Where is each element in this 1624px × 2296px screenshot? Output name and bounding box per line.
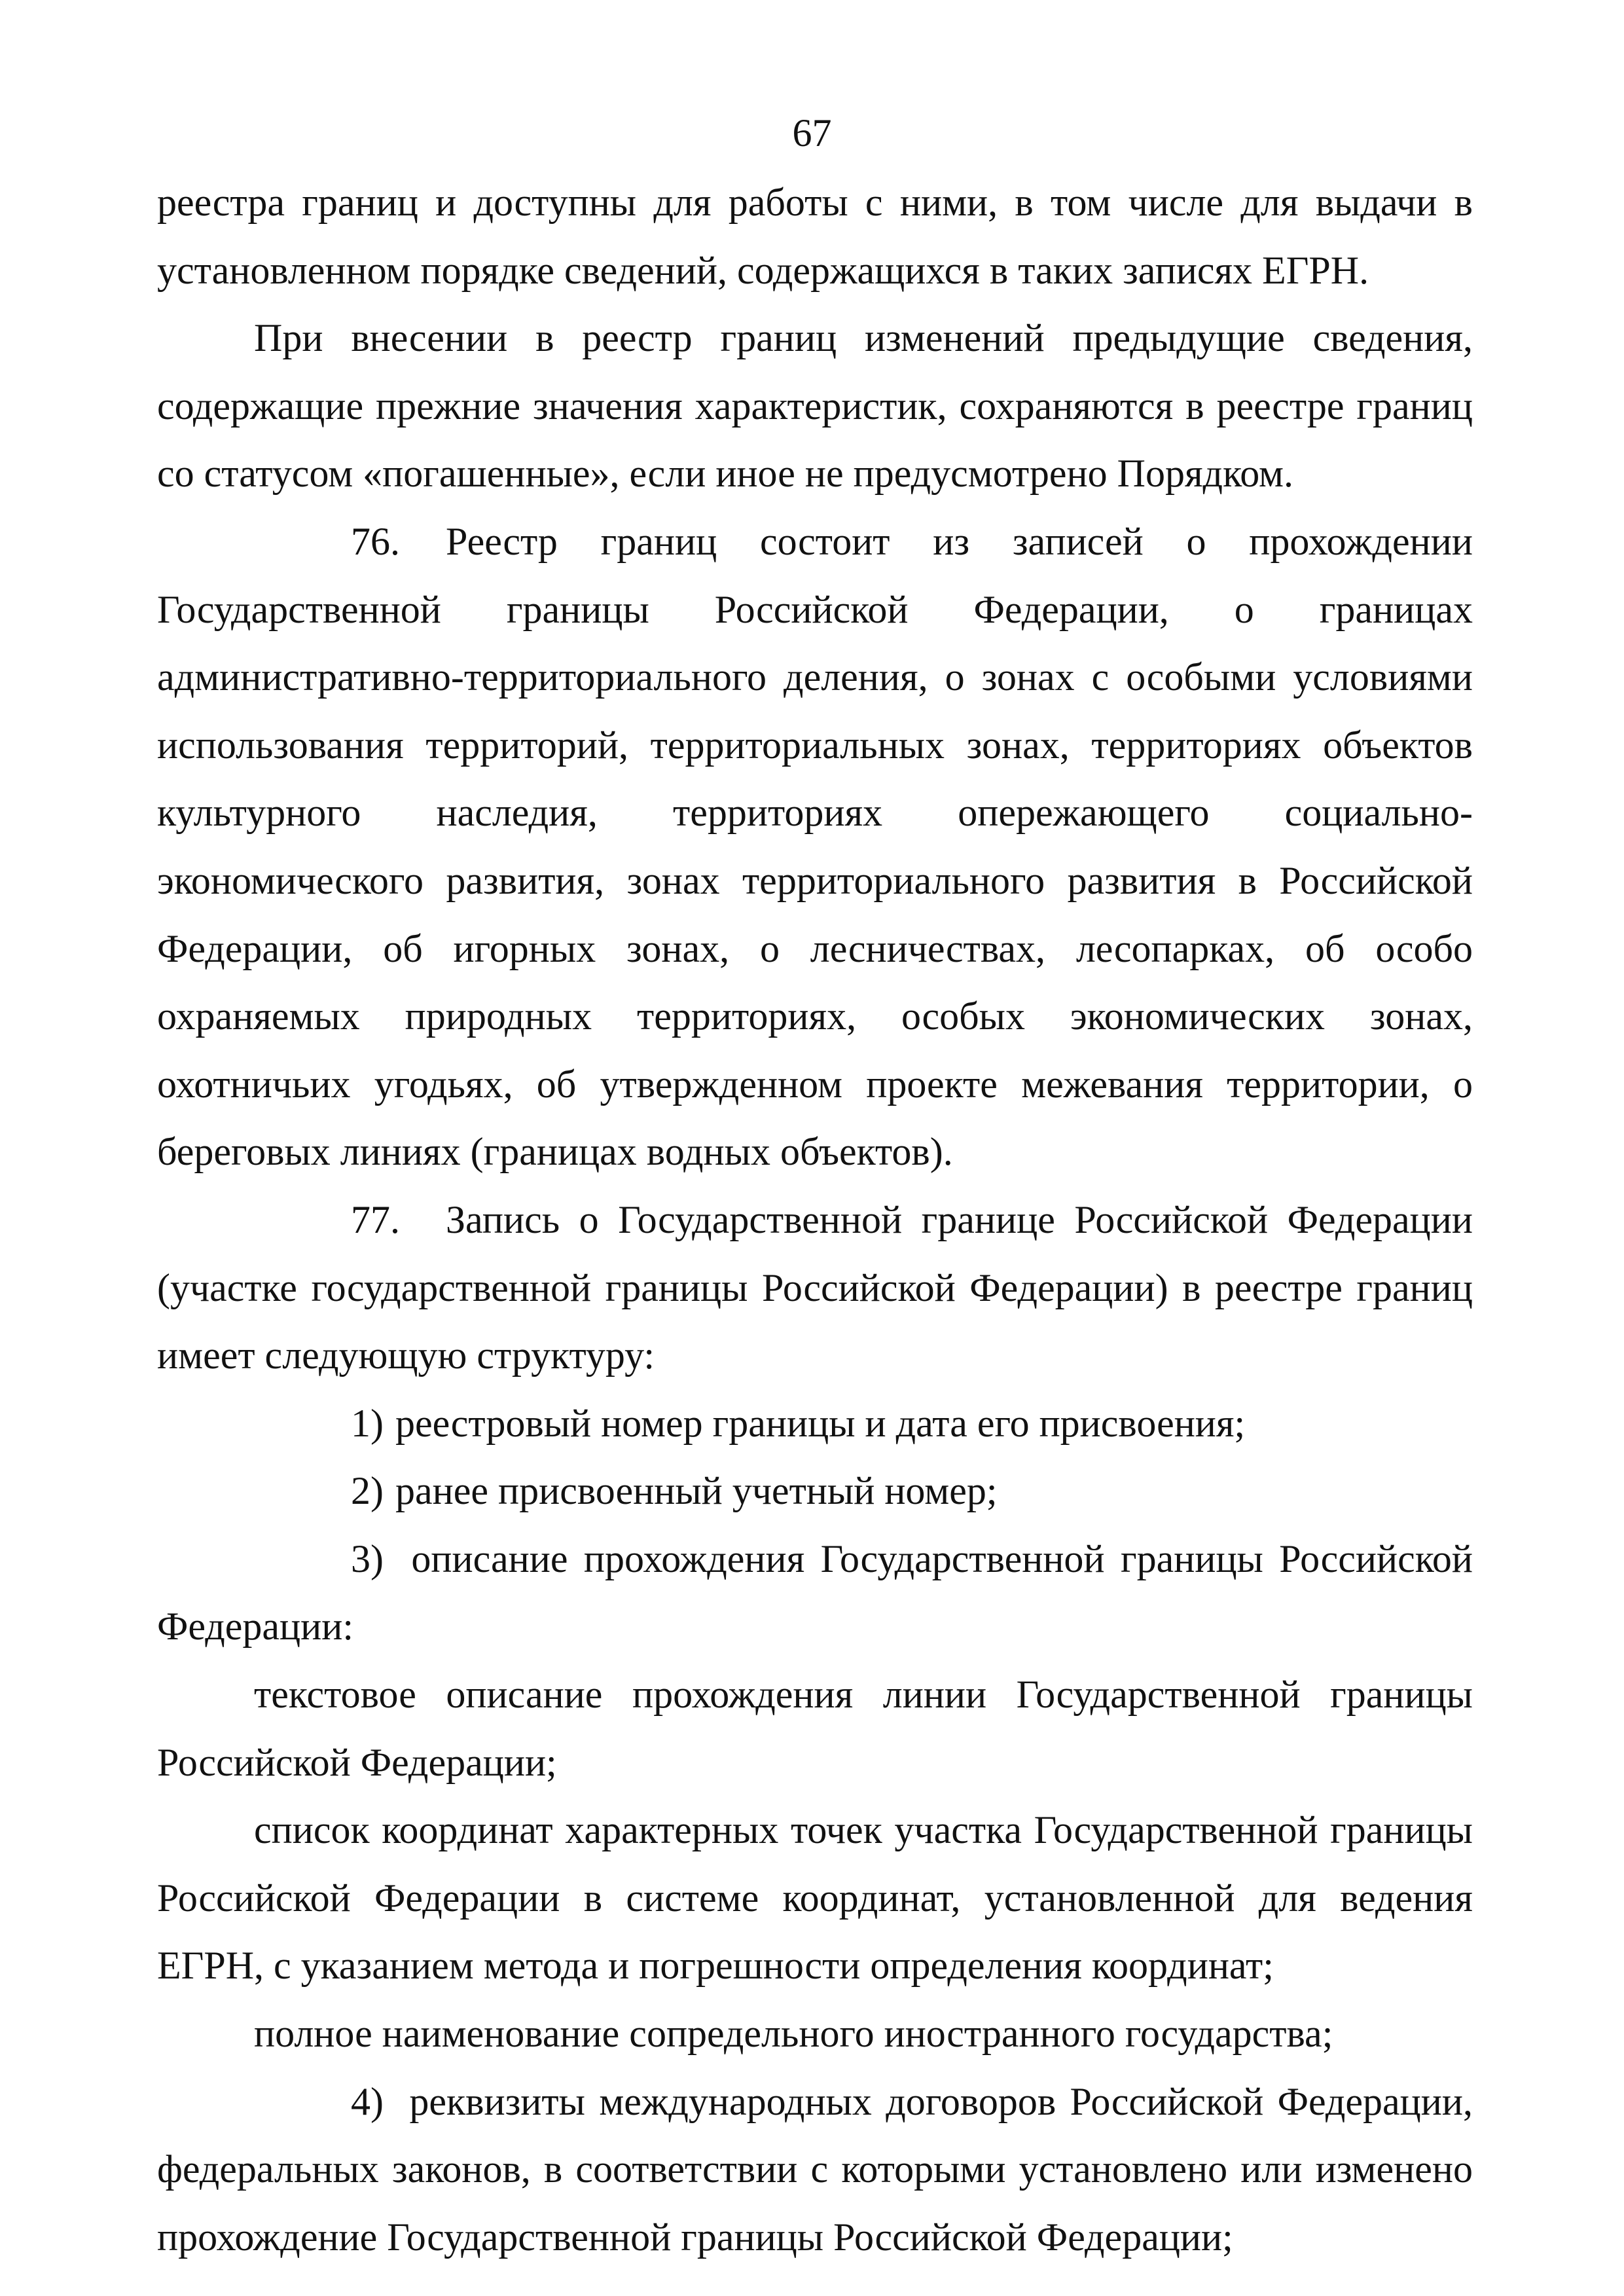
list-item-text: описание прохождения Государственной границы Российской Федерации: <box>157 1537 1473 1649</box>
list-item-4 <box>157 2068 1473 2272</box>
list-item-number: 1) <box>351 1401 384 1445</box>
paragraph-text: При внесении в реестр границ изменений предыдущие сведения, содержащие прежние значения характеристик, сохраняются в реестре границ со статусом «погашенные», если иное не предусмотрено Порядком. <box>157 316 1473 496</box>
paragraph-text: реестра границ и доступны для работы с ними, в том числе для выдачи в установленном порядке сведений, содержащихся в таких записях ЕГРН. <box>157 181 1473 292</box>
clause-text: Запись о Государственной границе Российской Федерации (участке государственной границы Российской Федерации) в реестре границ имеет следующую структуру: <box>157 1197 1473 1377</box>
clause-text: Реестр границ состоит из записей о прохождении Государственной границы Российской Федерации, о границах административно-территориального деления, о зонах с особыми условиями использования территорий, территориальных зонах, территориях объектов культурного наследия, территориях опережающего социально-экономического развития, зонах территориального развития в Российской Федерации, об игорных зонах, о лесничествах, лесопарках, об особо охраняемых природных территориях, особых экономических зонах, охотничьих угодьях, об утвержденном проекте межевания территории, о береговых линиях (границах водных объектов). <box>157 519 1473 1174</box>
sub-item-neighbor-state <box>157 2000 1473 2068</box>
sub-item-coordinates <box>157 1796 1473 2000</box>
paragraph-change-history <box>157 304 1473 508</box>
clause-number: 77. <box>351 1197 400 1241</box>
clause-76 <box>157 508 1473 1186</box>
list-item-number: 3) <box>351 1537 384 1580</box>
list-item-number: 2) <box>351 1469 384 1513</box>
document-body <box>157 169 1473 2271</box>
list-item-2 <box>157 1457 1473 1525</box>
list-item-text: ранее присвоенный учетный номер; <box>395 1469 998 1513</box>
list-item-3 <box>157 1525 1473 1661</box>
sub-item-text: текстовое описание прохождения линии Государственной границы Российской Федерации; <box>157 1673 1473 1784</box>
list-item-number: 4) <box>351 2079 384 2123</box>
sub-item-text: полное наименование сопредельного иностранного государства; <box>254 2012 1333 2056</box>
clause-number: 76. <box>351 519 400 563</box>
page-number: 67 <box>792 111 832 155</box>
sub-item-text: список координат характерных точек участка Государственной границы Российской Федерации в системе координат, установленной для ведения ЕГРН, с указанием метода и погрешности определения координат; <box>157 1808 1473 1988</box>
list-item-text: реквизиты международных договоров Российской Федерации, федеральных законов, в соответствии с которыми установлено или изменено прохождение Государственной границы Российской Федерации; <box>157 2079 1473 2259</box>
list-item-text: реестровый номер границы и дата его присвоения; <box>395 1401 1246 1445</box>
list-item-1 <box>157 1390 1473 1458</box>
paragraph-continuation <box>157 169 1473 304</box>
sub-item-text-description <box>157 1661 1473 1796</box>
clause-77 <box>157 1186 1473 1390</box>
